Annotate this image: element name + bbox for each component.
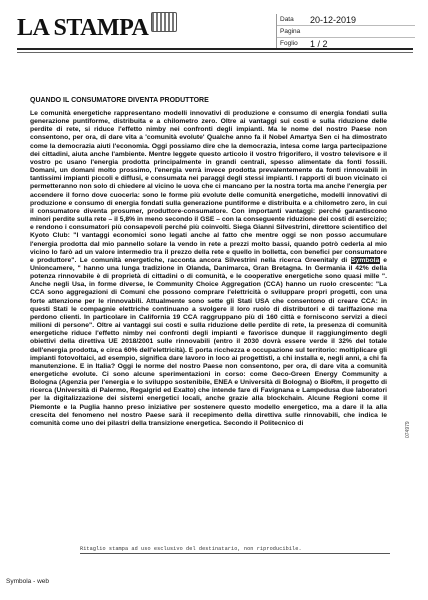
header-divider [17, 48, 413, 50]
side-code: 074979 [405, 421, 411, 438]
highlighted-keyword: Symbola [351, 256, 380, 264]
logo-barcode-icon [151, 12, 177, 32]
footer-divider [80, 553, 390, 554]
newspaper-logo [17, 12, 177, 40]
meta-row-page [277, 26, 415, 38]
article [30, 96, 387, 428]
article-headline: QUANDO IL CONSUMATORE DIVENTA PRODUTTORE [30, 97, 209, 104]
meta-label: Data [280, 16, 294, 23]
article-text-part: Le comunità energetiche rappresentano modelli innovativi di produzione e consumo di energia fondati sulla generazione puntiforme, distribuita e a chilometro zero. Oltre ai vantaggi sui costi e sulla riduzione delle perdite di rete, si riduce l'effetto nimby nei confronti degli impianti. Ma le nome del nostro Paese non consentono, per ora, di dare vita a 'comunità evolute' Qualche anno fa il Nobel Amartya Sen ci ha dimostrato come la democrazia aiuti l'economia. Oggi possiamo dire che la democrazia, intesa come larga partecipazione dei cittadini, aiuta anche l'ambiente. Mentre leggete questo articolo il vostro frigorifero, il vostro televisore e il vostro pc usano l'energia prodotta principalmente in grandi centrali, spesso alimentate da fonti fossili. Domani, un domani molto prossimo, l'energia verrà invece prodotta prevalentemente da fonti rinnovabili in tantissimi impianti piccoli e diffusi, e consumata nei paraggi degli stessi impianti. I rapporti di buon vicinato ci permetteranno non solo di chiedere al vicino le uova che ci mancano per la nostra torta ma anche l'energia per accendere il forno dove cuocerla: sono le forme più evolute delle comunità energetiche, modelli innovativi di produzione e consumo di energia fondati sulla generazione puntiforme e distribuita e a chilometro zero, in cui il consumatore diventa prosumer, produttore-consumatore. Con importanti vantaggi: perché garantiscono minori perdite sulla rete – il 5,8% in meno secondo il GSE – con la conseguente riduzione dei costi di esercizio; e rendono i consumatori più consapevoli perché più coinvolti. Siega Gianni Silvestrini, direttore scientifico del Kyoto Club: "I vantaggi economici sono legati anche al fatto che mentre oggi se non posso accumulare l'energia prodotta dal mio pannello solare la vendo in rete a prezzi molto bassi, quando potrò cederla al mio vicino lo farò ad un valore intermedio tra il prezzo della rete e quello in bolletta, con benefici per consumatore e produttore". Le comunità energetiche, racconta ancora Silvestrini nella ricerca Greenitaly di [30, 110, 387, 264]
meta-value: 20-12-2019 [310, 14, 357, 25]
clipping-notice: Ritaglio stampa ad uso esclusivo del destinatario, non riproducibile. [80, 546, 302, 552]
source-label: Symbola - web [6, 578, 49, 585]
meta-label: Foglio [280, 40, 298, 47]
article-body [30, 110, 387, 428]
header-divider-thin [17, 52, 413, 53]
logo-text: LA STAMPA [17, 15, 149, 41]
meta-value: 1 / 2 [310, 38, 328, 49]
article-text-part: e Unioncamere, " hanno una lunga tradizione in Olanda, Danimarca, Gran Bretagna. In Germania il 42% della potenza rinnovabile è di proprietà di cittadini o di comunità, e le cooperative energetiche sono quasi mille ". Anche negli Usa, in forme diverse, le Community Choice Aggregation (CCA) hanno un ruolo crescente: "La CCA sono aggregazioni di Comuni che possono comprare l'elettricità o sviluppare propri progetti, con una forte attenzione per le rinnovabili. Attualmente sono sette gli Stati USA che consentono di creare CCA: in questi Stati le compagnie elettriche continuano a svolgere il loro ruolo di distributori e di tariffazione ma perdono clienti. In particolare in California 19 CCA raggruppano più di 160 città e forniscono servizi a dieci milioni di persone". Oltre ai vantaggi sui costi e sulla riduzione delle perdite di rete, la presenza di comunità energetiche riduce l'effetto nimby nei confronti degli impianti e favorisce dunque il raggiungimento degli obiettivi della direttiva UE 2018/2001 sulle rinnovabili (entro il 2030 dovrà essere verde il 32% del totale dell'energia prodotta, e circa 60% dell'elettricità). E porta ricchezza e occupazione sul territorio: moltiplicare gli impianti fotovoltaici, ad esempio, significa dare lavoro in loco ai progettisti, a chi installa e, negli anni, a chi fa manutenzione. E in Italia? Oggi le norme del nostro Paese non consentono, per ora, di dare vita a comunità energetiche evolute. Ci sono alcune sperimentazioni in corso: come Geco-Green Energy Community a Bologna (Agenzia per l'energia e lo sviluppo sostenibile, ENEA e Università di Bologna) o BioRm, il progetto di ricerca (Università di Palermo, Regalgrid ed Exalto) che intende fare di Favignana e Lampedusa due laboratori per la digitalizzazione dei sistemi energetici locali, anche grazie alla blockchain. Alcune Regioni come il Piemonte e la Puglia hanno preso iniziative per sostenere questo modello energetico, ma a dare il la alla crescita del fenomeno nel nostro Paese sarà il recepimento della direttiva sulle rinnovabili, che indica le comunità come uno dei pilastri della transizione energetica. Secondo il Politecnico di [30, 256, 387, 427]
meta-row-date [277, 14, 415, 26]
meta-label: Pagina [280, 28, 301, 35]
document-meta [276, 14, 415, 49]
